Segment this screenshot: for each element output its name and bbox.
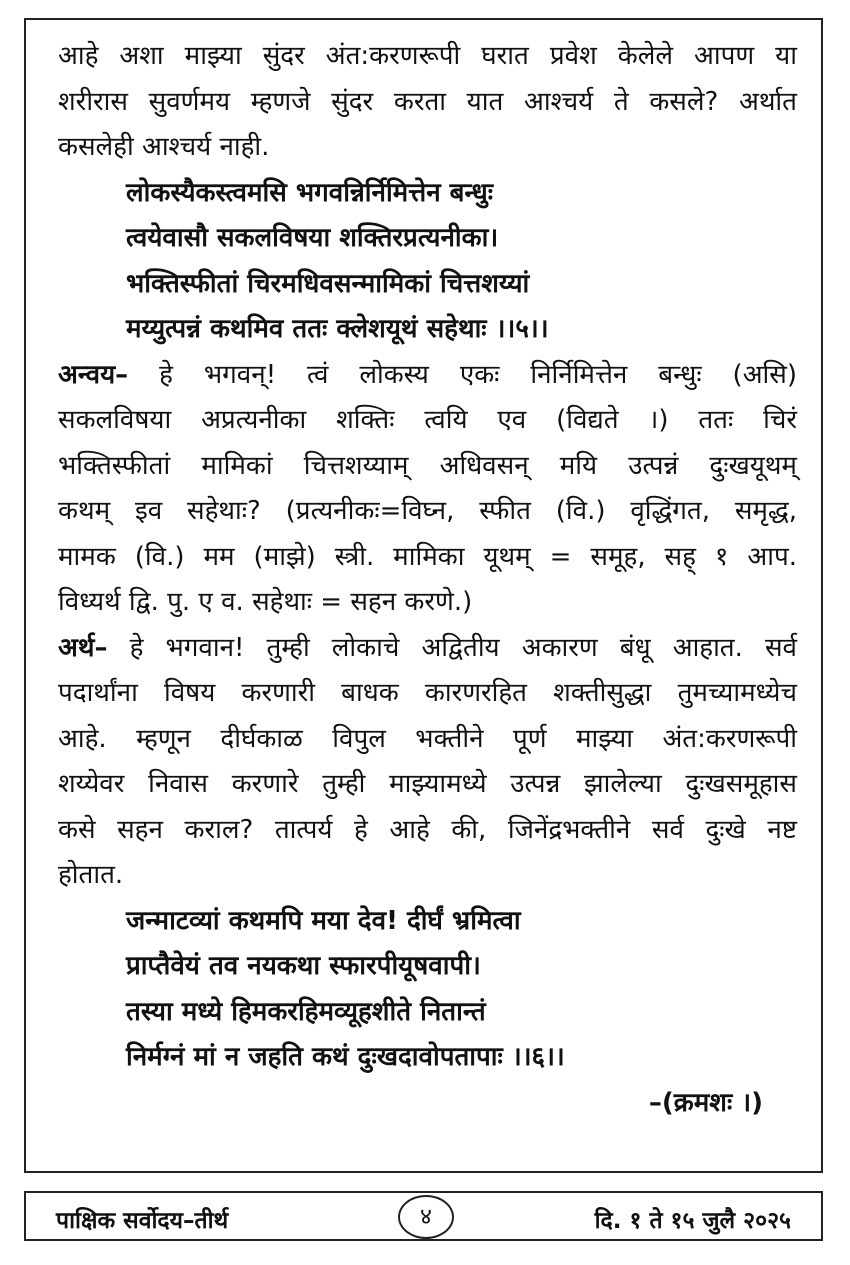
anvaya-line: विध्यर्थ द्वि. पु. ए व. सहेथाः = सहन करणे.) [58, 587, 473, 617]
page-body [58, 34, 797, 1126]
artha-line: कसे सहन कराल? तात्पर्य हे आहे की, जिनेंद्रभक्तीने सर्व दुःखे नष्ट [58, 814, 797, 845]
artha-text: हे भगवान! तुम्ही लोकाचे अद्वितीय अकारण बंधू आहात. सर्व [129, 632, 798, 663]
content-frame [24, 18, 823, 1173]
prose-line: कसलेही आश्चर्य नाही. [58, 132, 270, 162]
verse-line: प्राप्तैवेयं तव नयकथा स्फारपीयूषवापी। [126, 951, 481, 981]
artha-line: पदार्थांना विषय करणारी बाधक कारणरहित शक्तीसुद्धा तुमच्यामध्येच [58, 678, 797, 708]
verse-line: लोकस्यैकस्त्वमसि भगवन्निर्निमित्तेन बन्धुः [126, 177, 493, 208]
page-footer [24, 1191, 823, 1241]
anvaya-label: अन्वय– [58, 359, 129, 390]
prose-line: शरीरास सुवर्णमय म्हणजे सुंदर करता यात आश्चर्य ते कसले? अर्थात [58, 86, 797, 117]
anvaya-line: भक्तिस्फीतां मामिकां चित्तशय्याम् अधिवसन् मयि उत्पन्नं दुःखयूथम् [58, 450, 797, 481]
artha-line: होतात. [58, 860, 124, 890]
anvaya-line: मामक (वि.) मम (माझे) स्त्री. मामिका यूथम् = समूह, सह् १ आप. [58, 541, 797, 572]
anvaya-line: सकलविषया अप्रत्यनीका शक्तिः त्वयि एव (विद्यते ।) ततः चिरं [58, 405, 797, 435]
artha-line: आहे. म्हणून दीर्घकाळ विपुल भक्तीने पूर्ण माझ्या अंत:करणरूपी [58, 723, 797, 754]
anvaya-first-line [58, 353, 797, 399]
verse-line: तस्या मध्ये हिमकरहिमव्यूहशीते नितान्तं [126, 996, 486, 1027]
prose-line: आहे अशा माझ्या सुंदर अंत:करणरूपी घरात प्रवेश केलेले आपण या [58, 41, 797, 71]
publication-name: पाक्षिक सर्वोदय–तीर्थ [56, 1208, 229, 1234]
verse-line: निर्मग्नं मां न जहति कथं दुःखदावोपतापाः ।।६।। [126, 1042, 565, 1072]
page-number: ४ [398, 1195, 454, 1239]
verse-line: भक्तिस्फीतां चिरमधिवसन्मामिकां चित्तशय्यां [126, 268, 530, 299]
anvaya-line: कथम् इव सहेथाः? (प्रत्यनीकः=विघ्न, स्फीत (वि.) वृद्धिंगत, समृद्ध, [58, 496, 797, 526]
verse-line: मय्युत्पन्नं कथमिव ततः क्लेशयूथं सहेथाः ।।५।। [126, 314, 549, 344]
anvaya-text: हे भगवन्! त्वं लोकस्य एकः निर्निमित्तेन बन्धुः (असि) [159, 359, 798, 390]
artha-line: शय्येवर निवास करणारे तुम्ही माझ्यामध्ये उत्पन्न झालेल्या दुःखसमूहास [58, 769, 797, 799]
verse-line: त्वयेवासौ सकलविषया शक्तिरप्रत्यनीका। [126, 223, 499, 253]
artha-label: अर्थ– [58, 632, 108, 663]
artha-first-line [58, 626, 797, 672]
issue-date: दि. १ ते १५ जुलै २०२५ [594, 1208, 791, 1234]
verse-line: जन्माटव्यां कथमपि मया देव! दीर्घं भ्रमित्वा [126, 905, 521, 936]
continued-marker: –(क्रमशः ।) [648, 1087, 763, 1118]
